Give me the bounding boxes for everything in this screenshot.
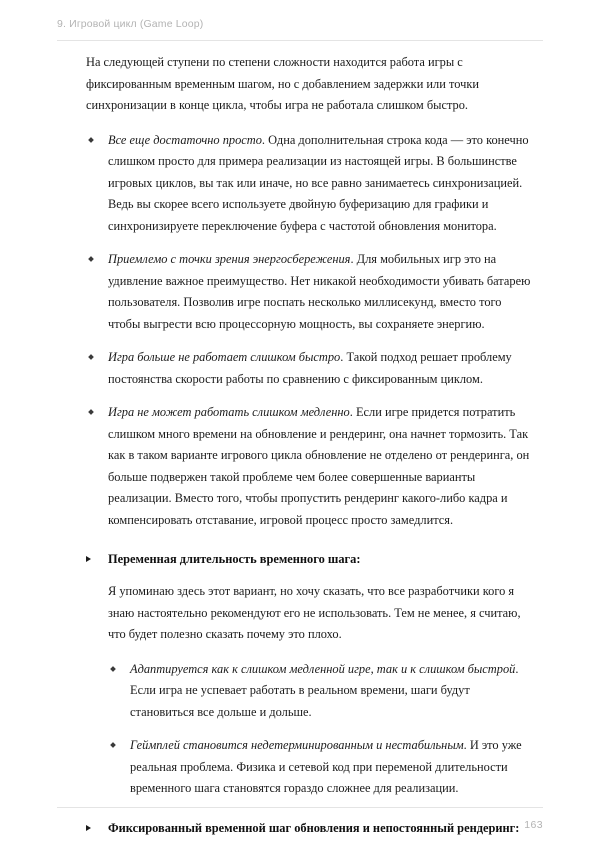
diamond-bullet-icon [88,409,94,415]
page-header [57,17,543,41]
list-item [86,249,536,335]
list-item [108,735,536,800]
list-item-lead: Приемлемо с точки зрения энергосбережения [108,252,351,266]
list-item-body: . Если игре придется потратить слишком много времени на обновление и рендеринг, она начнет тормозить. Так как в таком варианте игрового цикла обновление не отделено от рендеринга, он больше подвержен такой проблеме чем более совершенные варианты реализации. Вместо того, чтобы пропустить рендеринг какого-либо кадра и компенсировать отставание, игровой процесс просто замедлится. [108,405,530,527]
section-paragraph: Я упоминаю здесь этот вариант, но хочу сказать, что все разработчики кого я знаю настоятельно рекомендуют его не использовать. Тем не менее, я считаю, что будет полезно сказать почему это плохо. [108,584,521,641]
list-item-lead: Адаптируется как к слишком медленной игре, так и к слишком быстрой [130,661,516,676]
list-item-body: . И это уже реальная проблема. Физика и сетевой код при переменой длительности временного шага становятся гораздо сложнее для реализации. [130,738,522,795]
list-item [86,402,536,531]
diamond-bullet-icon [110,742,116,748]
diamond-bullet-icon [110,666,116,672]
page-footer [57,807,543,831]
list-item [108,659,536,724]
list-item-lead: Игра не может работать слишком медленно [108,405,350,419]
footer-divider [57,807,543,808]
list-item-body: . Если игра не успевает работать в реальном времени, шаги будут становиться все дольше и дольше. [130,661,519,719]
section-body [108,581,536,800]
list-item-lead: Геймплей становится недетерминированным и нестабильным [130,738,464,752]
list-item-lead: Игра больше не работает слишком быстро [108,350,341,364]
diamond-bullet-icon [88,256,94,262]
benefits-list [86,130,536,532]
list-item [86,347,536,390]
section-heading: Фиксированный временной шаг обновления и непостоянный рендеринг: [108,820,520,835]
triangle-bullet-icon [86,556,91,562]
variable-step-list [108,659,536,800]
section-heading: Переменная длительность временного шага: [108,552,361,566]
list-item-body: . Одна дополнительная строка кода — это конечно слишком просто для примера реализации из настоящей игры. В большинстве игровых циклов, вы так или иначе, но все равно занимаетесь синхронизацией. Ведь вы скорее всего используете двойную буферизацию для графики и синхронизируете переключение буфера с частотой обновления монитора. [108,132,529,233]
list-item-lead: Все еще достаточно просто [108,132,262,147]
list-item-body: . Для мобильных игр это на удивление важное преимущество. Нет никакой необходимости убивать батарею пользователя. Позволив игре поспать несколько миллисекунд, вместо того чтобы выгрести всю процессорную мощность, вы сохраняете энергию. [108,252,531,331]
list-item-body: . Такой подход решает проблему постоянства скорости работы по сравнению с фиксированным циклом. [108,350,512,386]
diamond-bullet-icon [88,354,94,360]
diamond-bullet-icon [88,137,94,143]
running-header-title: 9. Игровой цикл (Game Loop) [57,18,204,30]
page-content [86,52,536,840]
page-number: 163 [524,819,543,831]
section-variable-time-step [86,548,536,800]
list-item [86,130,536,238]
header-divider [57,40,543,41]
intro-paragraph: На следующей ступени по степени сложности находится работа игры с фиксированным временным шагом, но с добавлением задержки или точки синхронизации в конце цикла, чтобы игра не работала слишком быстро. [86,55,479,112]
